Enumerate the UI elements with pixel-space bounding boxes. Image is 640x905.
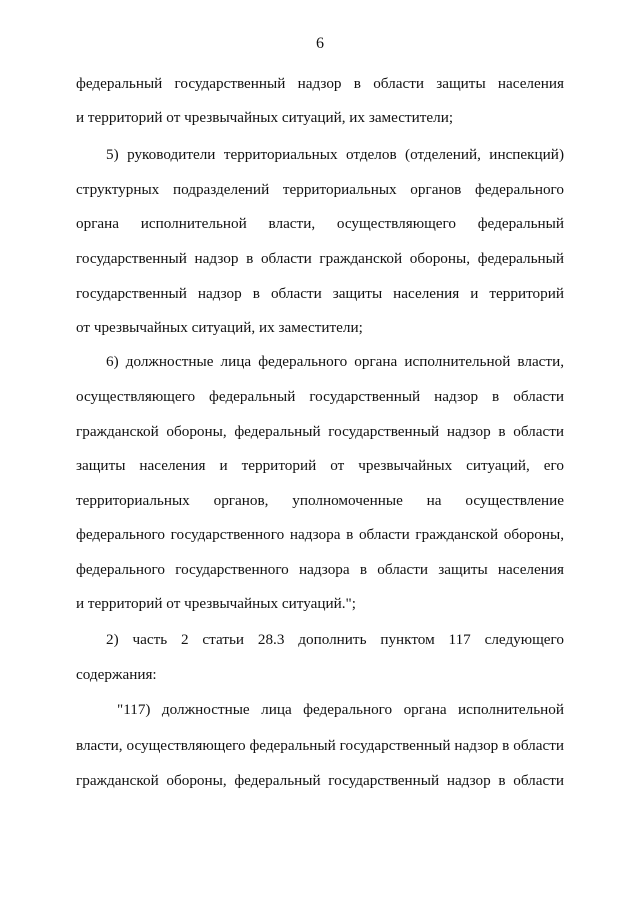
page-number: 6 xyxy=(316,35,324,52)
text-line: федерального государственного надзора в области защиты населения xyxy=(76,561,564,578)
text-line: территориальных органов, уполномоченные на осуществление xyxy=(76,492,564,509)
text-line: содержания: xyxy=(76,666,157,683)
text-line: структурных подразделений территориальных органов федерального xyxy=(76,181,564,198)
text-line: от чрезвычайных ситуаций, их заместители; xyxy=(76,319,363,336)
text-line: "117) должностные лица федерального органа исполнительной xyxy=(117,701,564,718)
text-line: органа исполнительной власти, осуществляющего федеральный xyxy=(76,215,564,232)
text-line: 5) руководители территориальных отделов (отделений, инспекций) xyxy=(106,146,564,163)
text-line: государственный надзор в области гражданской обороны, федеральный xyxy=(76,250,564,267)
text-line: гражданской обороны, федеральный государственный надзор в области xyxy=(76,423,564,440)
text-line: осуществляющего федеральный государственный надзор в области xyxy=(76,388,564,405)
text-line: государственный надзор в области защиты населения и территорий xyxy=(76,285,564,302)
text-line: и территорий от чрезвычайных ситуаций."; xyxy=(76,595,356,612)
text-line: федеральный государственный надзор в области защиты населения xyxy=(76,75,564,92)
text-line: защиты населения и территорий от чрезвычайных ситуаций, его xyxy=(76,457,564,474)
text-line: власти, осуществляющего федеральный государственный надзор в области xyxy=(76,737,564,754)
text-line: 2) часть 2 статьи 28.3 дополнить пунктом 117 следующего xyxy=(106,631,564,648)
text-line: гражданской обороны, федеральный государственный надзор в области xyxy=(76,772,564,789)
text-line: 6) должностные лица федерального органа исполнительной власти, xyxy=(106,353,564,370)
text-line: и территорий от чрезвычайных ситуаций, их заместители; xyxy=(76,109,454,126)
text-line: федерального государственного надзора в области гражданской обороны, xyxy=(76,526,564,543)
